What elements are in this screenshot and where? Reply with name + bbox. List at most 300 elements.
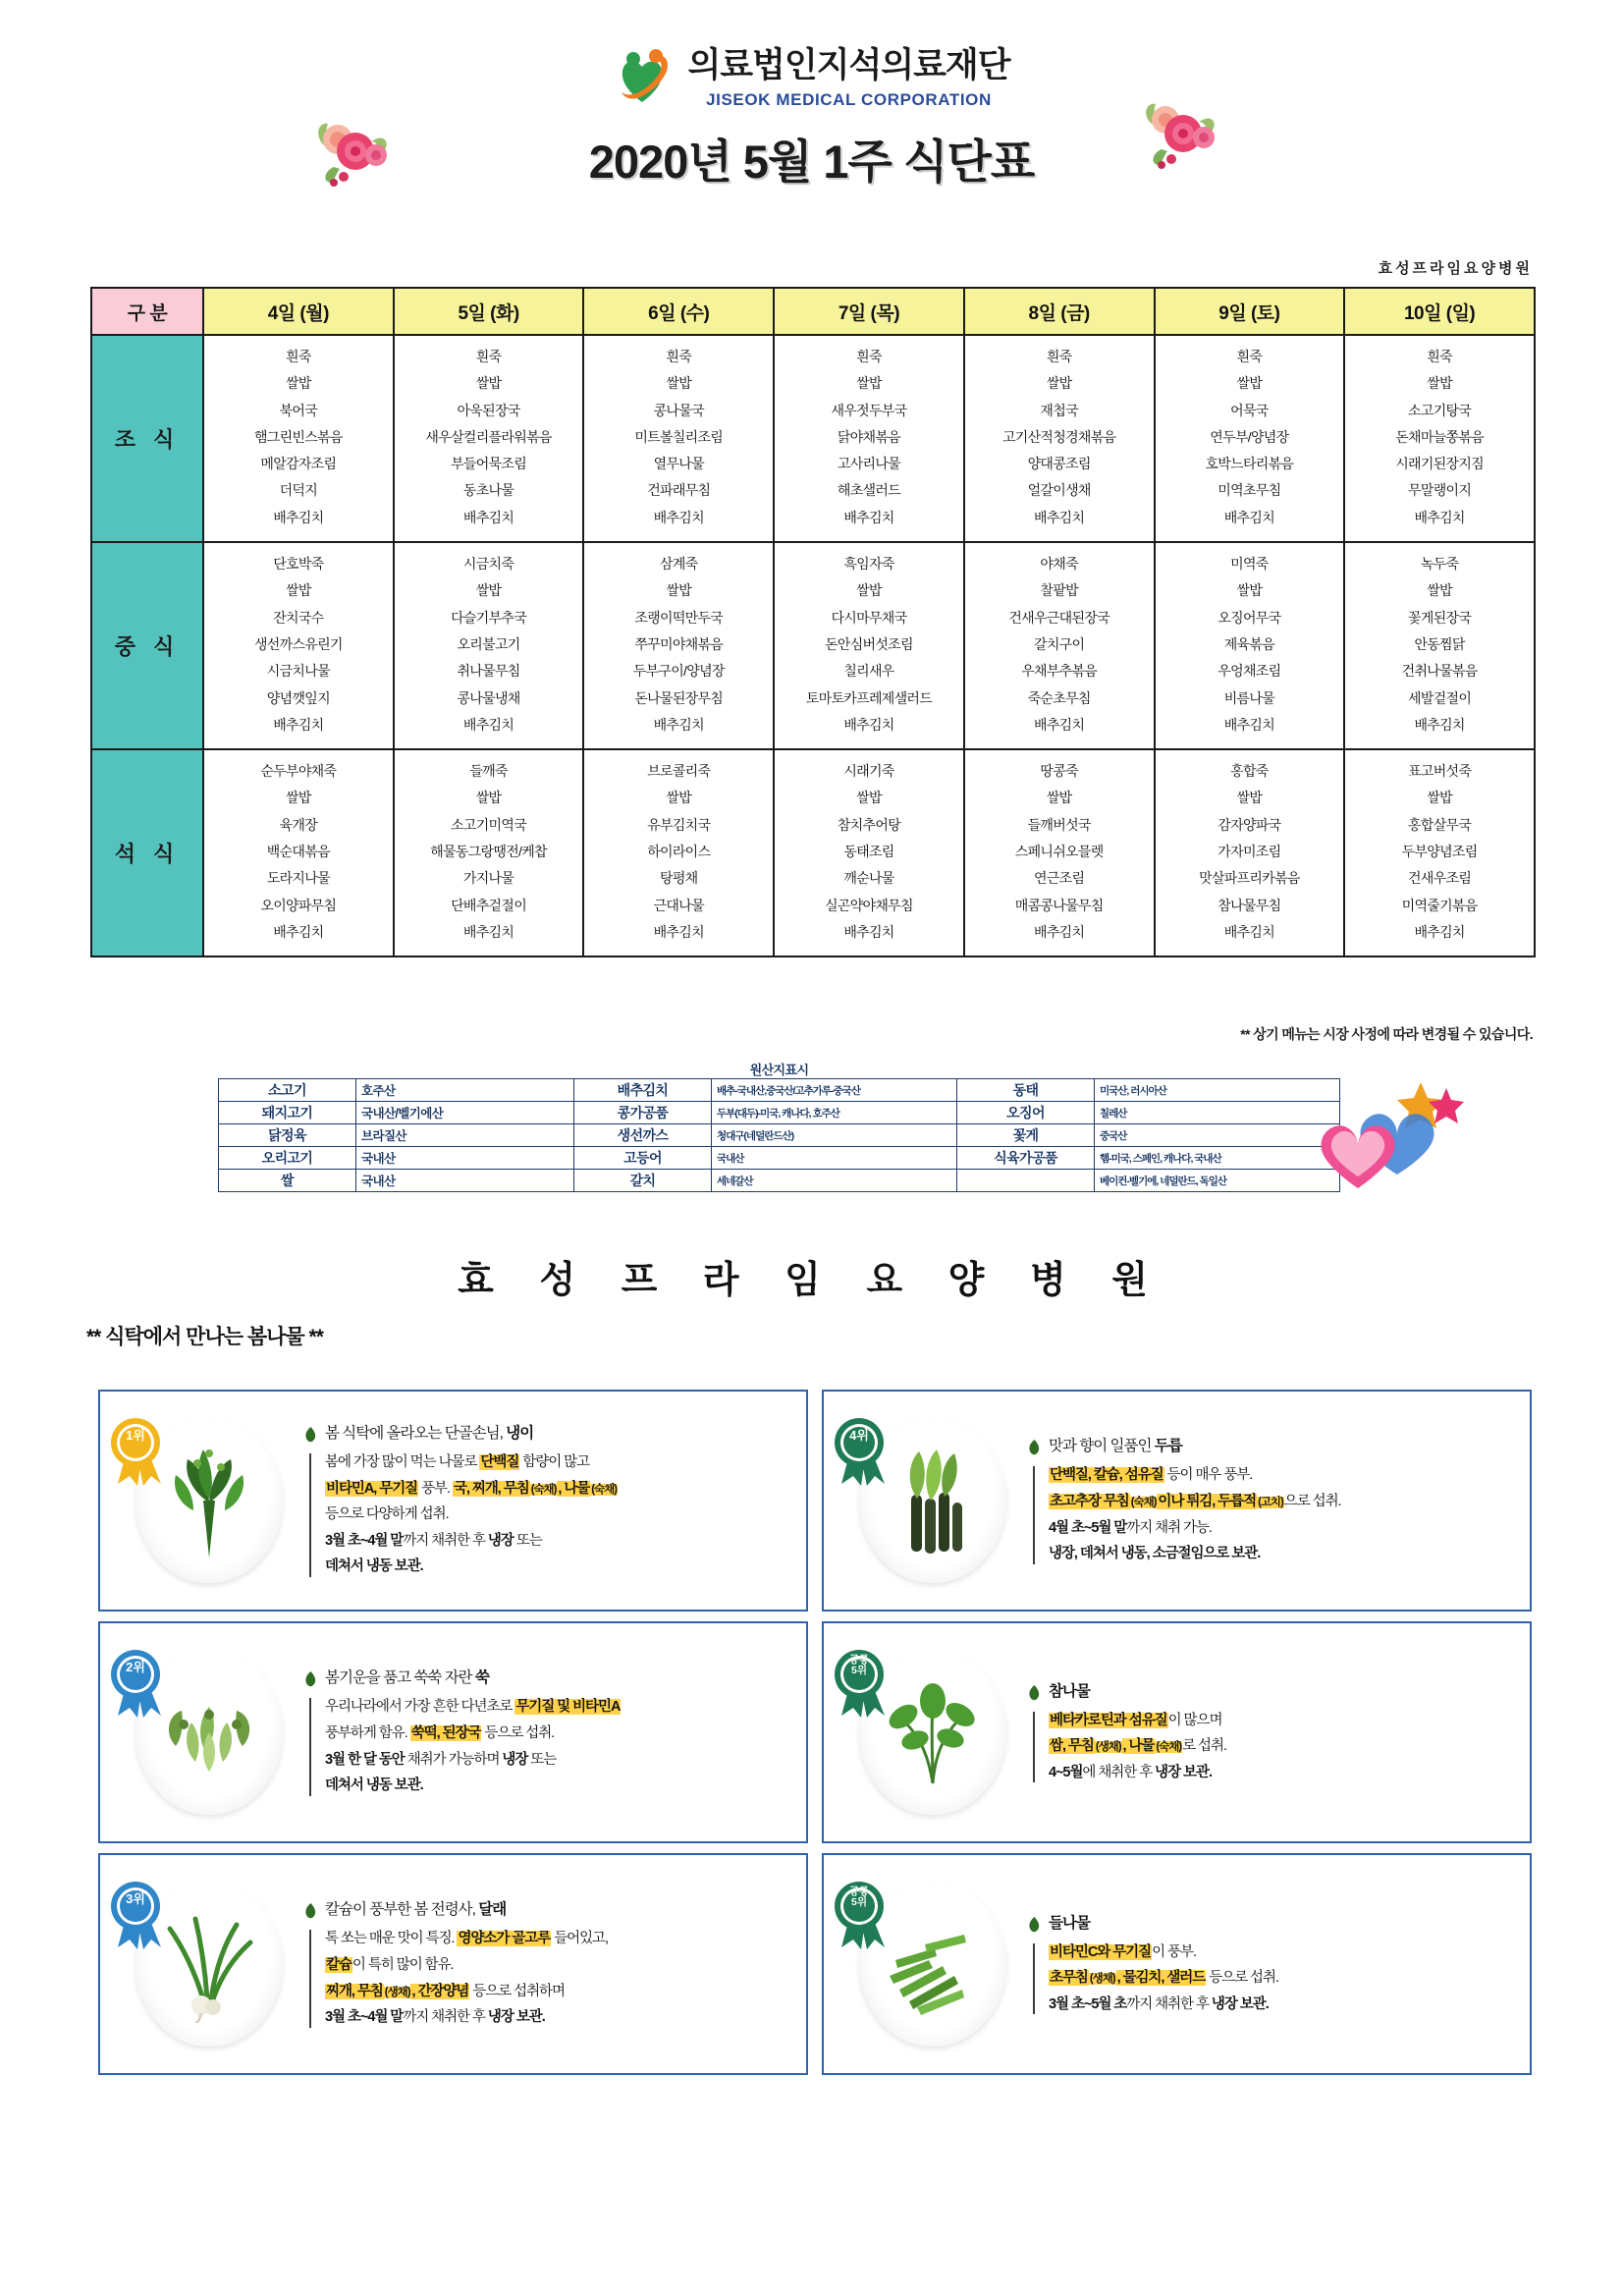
leaf-icon xyxy=(1028,1917,1041,1938)
dish-item: 배추김치 xyxy=(1414,716,1465,733)
dish-item: 소고기탕국 xyxy=(1408,402,1472,418)
origin-row xyxy=(219,1102,1340,1124)
column-header-day-2: 6일 (수) xyxy=(583,288,774,335)
card-line: 우리나라에서 가장 흔한 다년초로 무기질 및 비타민A xyxy=(325,1699,621,1716)
card-line: 단백질, 칼슘, 섬유질 등이 매우 풍부. xyxy=(1050,1467,1253,1484)
dish-item: 쌀밥 xyxy=(1427,790,1452,806)
dish-item: 배추김치 xyxy=(1223,923,1275,940)
dish-item: 쌀밥 xyxy=(856,375,882,392)
card-media xyxy=(834,1399,1020,1602)
dish-item: 홍합살무국 xyxy=(1408,816,1472,833)
dish-item: 감자양파국 xyxy=(1217,816,1281,833)
origin-cell-4-4 xyxy=(957,1170,1095,1192)
origin-cell-0-1: 호주산 xyxy=(356,1079,574,1102)
menu-row-2 xyxy=(91,749,1535,957)
leaf-icon xyxy=(1028,1440,1041,1460)
dish-item: 시금치죽 xyxy=(462,556,514,573)
rank-ribbon-icon xyxy=(832,1647,894,1720)
rank-label: 1위 xyxy=(126,1428,145,1443)
dish-item: 새우젓두부국 xyxy=(831,402,907,418)
origin-table xyxy=(218,1059,1340,1192)
meal-label-2: 석 식 xyxy=(91,749,203,957)
card-line: 3월 초~4월 말까지 채취한 후 냉장 또는 xyxy=(325,1532,542,1549)
card-line: 풍부하게 함유. 쑥떡, 된장국 등으로 섭취. xyxy=(325,1724,555,1741)
menu-cell-1-1 xyxy=(394,542,584,749)
dish-item: 조랭이떡만두국 xyxy=(634,609,724,626)
menu-cell-1-3 xyxy=(774,542,964,749)
dish-item: 건파래무침 xyxy=(647,482,711,499)
card-line: 냉장, 데쳐서 냉동, 소금절임으로 보관. xyxy=(1049,1546,1261,1562)
card-line: 3월 한 달 동안 채취가 가능하며 냉장 또는 xyxy=(325,1751,557,1768)
dish-item: 참치추어탕 xyxy=(837,816,901,833)
spring-section-title: ** 식탁에서 만나는 봄나물 ** xyxy=(86,1326,323,1348)
leaf-icon xyxy=(304,1427,317,1448)
origin-cell-2-5: 중국산 xyxy=(1095,1124,1340,1147)
dish-item: 녹두죽 xyxy=(1420,556,1459,573)
hospital-name-large: 효 성 프 라 임 요 양 병 원 xyxy=(458,1260,1165,1301)
dish-item: 가지나물 xyxy=(462,870,514,887)
origin-cell-2-4: 꽃게 xyxy=(957,1124,1095,1147)
rank-ribbon-icon xyxy=(108,1415,171,1488)
card-line: 초무침 (생채) , 물김치, 샐러드 등으로 섭취. xyxy=(1050,1970,1278,1987)
dish-item: 삼계죽 xyxy=(660,556,698,573)
rank-label: 3위 xyxy=(126,1891,145,1906)
vegetable-card-2 xyxy=(98,1621,808,1843)
dish-item: 오징어무국 xyxy=(1217,609,1281,626)
dish-item: 두부양념조림 xyxy=(1401,844,1478,860)
dish-item: 배추김치 xyxy=(653,716,704,733)
dish-item: 새우살컬리플라워볶음 xyxy=(425,428,552,445)
dish-item: 배추김치 xyxy=(843,923,894,940)
dish-item: 잔치국수 xyxy=(273,609,324,626)
origin-cell-3-3: 국내산 xyxy=(712,1147,957,1170)
leaf-icon xyxy=(304,1671,317,1692)
vegetable-card-3 xyxy=(822,1621,1532,1843)
dish-item: 우엉채조림 xyxy=(1217,663,1281,680)
dish-item: 쌀밥 xyxy=(286,582,311,599)
dish-item: 미역초무침 xyxy=(1217,482,1281,499)
document-header xyxy=(0,47,1623,191)
menu-cell-0-6 xyxy=(1344,335,1535,542)
dish-item: 고사리나물 xyxy=(837,456,901,472)
dish-item: 고기산적청경채볶음 xyxy=(1001,428,1116,445)
origin-title: 원산지표시 xyxy=(749,1062,809,1077)
dish-item: 부들어묵조림 xyxy=(451,456,527,472)
dish-item: 얼갈이생채 xyxy=(1027,482,1091,499)
menu-cell-2-5 xyxy=(1155,749,1345,957)
dish-item: 쌀밥 xyxy=(286,375,311,392)
card-line: 베타카로틴과 섬유질이 많으며 xyxy=(1050,1712,1222,1728)
card-head xyxy=(1028,1682,1514,1706)
dish-item: 단배추겉절이 xyxy=(451,897,527,913)
dish-item: 연두부/양념장 xyxy=(1210,428,1289,445)
dish-item: 배추김치 xyxy=(462,716,514,733)
dish-item: 배추김치 xyxy=(273,716,324,733)
dish-item: 근대나물 xyxy=(653,897,704,913)
dish-item: 하이라이스 xyxy=(647,844,711,860)
dish-item: 우채부추볶음 xyxy=(1021,663,1098,680)
dish-item: 흰죽 xyxy=(666,349,692,364)
origin-cell-3-1: 국내산 xyxy=(356,1147,574,1170)
dish-item: 표고버섯죽 xyxy=(1408,763,1472,780)
origin-cell-4-5: 베이컨-벨기에, 네덜란드, 독일산 xyxy=(1095,1170,1340,1192)
dish-item: 미트볼칠리조림 xyxy=(634,428,724,445)
dish-item: 배추김치 xyxy=(273,923,324,940)
dish-item: 해물동그랑땡전/케찹 xyxy=(430,844,547,860)
card-head-text: 칼슘이 풍부한 봄 전령사, 달래 xyxy=(325,1901,507,1919)
dish-item: 탕평채 xyxy=(660,870,698,887)
menu-cell-0-3 xyxy=(774,335,964,542)
dish-item: 쌀밥 xyxy=(286,790,311,806)
meal-label-1: 중 식 xyxy=(91,542,203,749)
dish-item: 쌀밥 xyxy=(1046,375,1072,392)
column-header-day-4: 8일 (금) xyxy=(964,288,1155,335)
dish-item: 어묵국 xyxy=(1230,402,1269,418)
dish-item: 시래기된장지짐 xyxy=(1395,456,1484,472)
dish-item: 흰죽 xyxy=(1236,349,1263,364)
dish-item: 쌀밥 xyxy=(666,582,692,599)
dish-item: 양념깻잎지 xyxy=(266,689,330,706)
card-head xyxy=(304,1424,790,1448)
origin-cell-1-3: 두부(대두)-미국, 캐나다, 호주산 xyxy=(712,1102,957,1124)
origin-cell-2-3: 청대구(네덜란드산) xyxy=(712,1124,957,1147)
dish-item: 쌀밥 xyxy=(475,790,502,806)
rank-label: 4위 xyxy=(849,1428,869,1443)
dish-item: 가자미조림 xyxy=(1217,844,1281,860)
origin-cell-4-3: 세네갈산 xyxy=(712,1170,957,1192)
dish-item: 쌀밥 xyxy=(1427,582,1452,599)
origin-cell-4-0: 쌀 xyxy=(219,1170,356,1192)
dish-item: 배추김치 xyxy=(1034,923,1085,940)
card-line: 4~5월에 채취한 후 냉장 보관. xyxy=(1049,1764,1212,1780)
menu-cell-0-4 xyxy=(964,335,1155,542)
card-body xyxy=(1020,1437,1520,1563)
dish-item: 단호박죽 xyxy=(273,556,324,573)
dish-item: 매콤콩나물무침 xyxy=(1014,897,1104,913)
column-header-day-0: 4일 (월) xyxy=(203,288,394,335)
dish-item: 안동찜닭 xyxy=(1414,635,1465,652)
card-body xyxy=(297,1424,796,1577)
card-media xyxy=(110,1631,297,1833)
dish-item: 호박느타리볶음 xyxy=(1205,456,1294,472)
dish-item: 쌀밥 xyxy=(1236,375,1263,392)
dish-item: 콩나물국 xyxy=(653,402,704,418)
rank-label: 2위 xyxy=(126,1660,145,1674)
rank-label: 공통 5위 xyxy=(848,1654,870,1677)
dish-item: 유부김치국 xyxy=(647,816,711,833)
dish-item: 오이양파무침 xyxy=(260,897,337,913)
card-line: 데쳐서 냉동 보관. xyxy=(325,1558,423,1575)
dish-item: 메알감자조림 xyxy=(260,456,337,472)
menu-cell-2-0 xyxy=(203,749,394,957)
card-lines xyxy=(309,1698,790,1795)
dish-item: 무말랭이지 xyxy=(1408,482,1472,499)
dish-item: 들깨죽 xyxy=(469,763,508,780)
origin-cell-4-1: 국내산 xyxy=(356,1170,574,1192)
dish-item: 햄그린빈스볶음 xyxy=(253,428,343,445)
menu-cell-1-5 xyxy=(1155,542,1345,749)
card-media xyxy=(834,1863,1020,2065)
dish-item: 야채죽 xyxy=(1040,556,1078,573)
dish-item: 배추김치 xyxy=(462,509,514,525)
dish-item: 찰팥밥 xyxy=(1040,582,1078,599)
origin-row xyxy=(219,1170,1340,1192)
origin-cell-2-0: 닭정육 xyxy=(219,1124,356,1147)
dish-item: 쌀밥 xyxy=(1236,582,1263,599)
rose-flower-decoration-icon xyxy=(1134,90,1228,177)
dish-item: 두부구이/양념장 xyxy=(632,663,725,680)
hearts-stars-decoration-icon xyxy=(1311,1078,1468,1206)
card-media xyxy=(110,1399,297,1602)
corporation-name-en: JISEOK MEDICAL CORPORATION xyxy=(706,89,992,109)
dish-item: 쌀밥 xyxy=(475,582,502,599)
dish-item: 동초나물 xyxy=(462,482,514,499)
menu-table-wrapper xyxy=(90,287,1536,957)
origin-cell-1-4: 오징어 xyxy=(957,1102,1095,1124)
dish-item: 돈채마늘쫑볶음 xyxy=(1395,428,1484,445)
dish-item: 동태조림 xyxy=(843,844,894,860)
column-header-day-5: 9일 (토) xyxy=(1155,288,1345,335)
menu-header-row xyxy=(91,288,1535,335)
rank-ribbon-icon xyxy=(108,1647,171,1720)
origin-cell-0-5: 미국산, 러시아산 xyxy=(1095,1079,1340,1102)
vegetable-card-5 xyxy=(822,1853,1532,2075)
dish-item: 쌀밥 xyxy=(856,790,882,806)
dish-item: 칠리새우 xyxy=(843,663,894,680)
dish-item: 배추김치 xyxy=(1414,923,1465,940)
rank-ribbon-icon xyxy=(832,1879,894,1951)
dish-item: 건취나물볶음 xyxy=(1401,663,1478,680)
dish-item: 쭈꾸미야채볶음 xyxy=(634,635,724,652)
card-body xyxy=(297,1900,796,2027)
dish-item: 배추김치 xyxy=(1034,716,1085,733)
card-lines xyxy=(309,1453,790,1577)
dish-item: 배추김치 xyxy=(1414,509,1465,525)
card-line: 봄에 가장 많이 먹는 나물로 단백질 함량이 많고 xyxy=(325,1454,590,1471)
dish-item: 북어국 xyxy=(279,402,318,418)
card-line: 4월 초~5월 말까지 채취 가능. xyxy=(1049,1519,1212,1536)
dish-item: 해초샐러드 xyxy=(837,482,901,499)
menu-cell-2-6 xyxy=(1344,749,1535,957)
dish-item: 비름나물 xyxy=(1223,689,1275,706)
card-lines xyxy=(1033,1943,1514,2015)
origin-cell-3-2: 고등어 xyxy=(574,1147,712,1170)
origin-body xyxy=(219,1079,1340,1192)
card-head-text: 봄기운을 품고 쑥쑥 자란 쑥 xyxy=(325,1669,489,1687)
origin-cell-3-4: 식육가공품 xyxy=(957,1147,1095,1170)
card-head xyxy=(1028,1914,1514,1938)
card-head xyxy=(304,1668,790,1692)
menu-cell-2-4 xyxy=(964,749,1155,957)
column-header-day-1: 5일 (화) xyxy=(394,288,584,335)
card-line: 초고추장 무침 (숙채) 이나 튀김, 두릅적 (고치)으로 섭취. xyxy=(1050,1493,1341,1509)
card-line: 쌈, 무침 (생채) , 나물 (숙채)로 섭취. xyxy=(1050,1738,1226,1755)
dish-item: 도라지나물 xyxy=(266,870,330,887)
dish-item: 취나물무침 xyxy=(457,663,520,680)
dish-item: 순두부야채죽 xyxy=(260,763,337,780)
card-media xyxy=(834,1631,1020,1833)
origin-cell-1-1: 국내산/벨기에산 xyxy=(356,1102,574,1124)
vegetable-card-1 xyxy=(822,1390,1532,1612)
dish-item: 미역죽 xyxy=(1230,556,1269,573)
origin-cell-3-0: 오리고기 xyxy=(219,1147,356,1170)
dish-item: 배추김치 xyxy=(843,716,894,733)
card-lines xyxy=(1033,1466,1514,1563)
card-body xyxy=(1020,1914,1520,2015)
dish-item: 생선까스유린기 xyxy=(253,635,343,652)
dish-item: 미역줄기볶음 xyxy=(1401,897,1478,913)
card-line: 비타민C와 무기질이 풍부. xyxy=(1050,1943,1196,1960)
card-head xyxy=(1028,1437,1514,1460)
dish-item: 스페니쉬오믈렛 xyxy=(1014,844,1104,860)
dish-item: 쌀밥 xyxy=(666,790,692,806)
card-head-text: 참나물 xyxy=(1049,1682,1090,1700)
origin-cell-4-2: 갈치 xyxy=(574,1170,712,1192)
origin-title-row xyxy=(219,1059,1340,1079)
origin-row xyxy=(219,1124,1340,1147)
card-head-text: 맛과 향이 일품인 두릅 xyxy=(1049,1438,1182,1455)
card-lines xyxy=(309,1930,790,2027)
card-lines xyxy=(1033,1712,1514,1783)
vegetable-card-0 xyxy=(98,1390,808,1612)
dish-item: 배추김치 xyxy=(1223,509,1275,525)
dish-item: 쌀밥 xyxy=(856,582,882,599)
dish-item: 배추김치 xyxy=(653,509,704,525)
origin-cell-0-3: 배추-국내산,중국산/고추가루-중국산 xyxy=(712,1079,957,1102)
dish-item: 흰죽 xyxy=(856,349,882,364)
card-body xyxy=(297,1668,796,1795)
dish-item: 열무나물 xyxy=(653,456,704,472)
dish-item: 배추김치 xyxy=(273,509,324,525)
menu-row-1 xyxy=(91,542,1535,749)
rank-label: 공통 5위 xyxy=(848,1886,870,1909)
dish-item: 육개장 xyxy=(279,816,318,833)
menu-cell-2-1 xyxy=(394,749,584,957)
dish-item: 쌀밥 xyxy=(475,375,502,392)
rank-ribbon-icon xyxy=(108,1879,171,1951)
dish-item: 쌀밥 xyxy=(666,375,692,392)
dish-item: 갈치구이 xyxy=(1034,635,1085,652)
origin-table-wrapper xyxy=(218,1059,1259,1192)
dish-item: 땅콩죽 xyxy=(1040,763,1078,780)
card-line: 3월 초~5월 초까지 채취한 후 냉장 보관. xyxy=(1049,1995,1269,2012)
dish-item: 건새우근대된장국 xyxy=(1008,609,1109,626)
menu-cell-0-5 xyxy=(1155,335,1345,542)
dish-item: 배추김치 xyxy=(843,509,894,525)
dish-item: 소고기미역국 xyxy=(451,816,527,833)
dish-item: 브로콜리죽 xyxy=(647,763,711,780)
origin-cell-0-0: 소고기 xyxy=(219,1079,356,1102)
menu-cell-1-0 xyxy=(203,542,394,749)
origin-cell-2-1: 브라질산 xyxy=(356,1124,574,1147)
meal-label-0: 조 식 xyxy=(91,335,203,542)
dish-item: 연근조림 xyxy=(1034,870,1085,887)
rose-flower-decoration-icon xyxy=(304,106,399,192)
dish-item: 꽃게된장국 xyxy=(1408,609,1472,626)
dish-item: 홍합죽 xyxy=(1230,763,1269,780)
dish-item: 배추김치 xyxy=(1223,716,1275,733)
dish-item: 백순대볶음 xyxy=(266,844,330,860)
dish-item: 건새우조림 xyxy=(1408,870,1472,887)
dish-item: 배추김치 xyxy=(653,923,704,940)
dish-item: 실곤약야채무침 xyxy=(825,897,913,913)
menu-cell-0-1 xyxy=(394,335,584,542)
leaf-icon xyxy=(1028,1685,1041,1706)
dish-item: 토마토카프레제샐러드 xyxy=(805,689,933,706)
column-header-day-3: 7일 (목) xyxy=(774,288,964,335)
dish-item: 콩나물냉채 xyxy=(457,689,520,706)
menu-body xyxy=(91,335,1535,957)
dish-item: 돈나물된장무침 xyxy=(634,689,724,706)
page-title: 2020년 5월 1주 식단표 xyxy=(588,136,1035,188)
menu-row-0 xyxy=(91,335,1535,542)
origin-cell-3-5: 햄-미국, 스페인, 캐나다, 국내산 xyxy=(1095,1147,1340,1170)
heart-person-logo-icon xyxy=(613,47,674,110)
dish-item: 다시마무채국 xyxy=(831,609,907,626)
origin-cell-1-2: 콩가공품 xyxy=(574,1102,712,1124)
card-media xyxy=(110,1863,297,2065)
dish-item: 쌀밥 xyxy=(1427,375,1452,392)
origin-cell-0-4: 동태 xyxy=(957,1079,1095,1102)
dish-item: 죽순초무침 xyxy=(1027,689,1091,706)
dish-item: 시래기죽 xyxy=(843,763,894,780)
vegetable-card-4 xyxy=(98,1853,808,2075)
dish-item: 참나물무침 xyxy=(1217,897,1281,913)
origin-cell-2-2: 생선까스 xyxy=(574,1124,712,1147)
card-line: 찌개, 무침 (생채) , 간장양념 등으로 섭취하며 xyxy=(326,1983,565,1999)
spring-vegetable-cards xyxy=(98,1390,1532,2075)
dish-item: 더덕지 xyxy=(279,482,318,499)
origin-cell-1-0: 돼지고기 xyxy=(219,1102,356,1124)
dish-item: 닭야채볶음 xyxy=(837,428,901,445)
menu-cell-0-0 xyxy=(203,335,394,542)
menu-cell-1-6 xyxy=(1344,542,1535,749)
corporation-name-kr: 의료법인지석의료재단 xyxy=(687,45,1010,84)
origin-cell-1-5: 칠레산 xyxy=(1095,1102,1340,1124)
dish-item: 맛살파프리카볶음 xyxy=(1199,870,1300,887)
dish-item: 시금치나물 xyxy=(266,663,330,680)
leaf-icon xyxy=(304,1903,317,1924)
dish-item: 오리불고기 xyxy=(457,635,520,652)
dish-item: 쌀밥 xyxy=(1046,790,1072,806)
dish-item: 제육볶음 xyxy=(1223,635,1275,652)
dish-item: 흰죽 xyxy=(286,349,311,364)
card-head xyxy=(304,1900,790,1924)
origin-row xyxy=(219,1147,1340,1170)
card-head-text: 봄 식탁에 올라오는 단골손님, 냉이 xyxy=(325,1425,534,1443)
dish-item: 세발겉절이 xyxy=(1408,689,1472,706)
card-head-text: 들나물 xyxy=(1049,1914,1090,1932)
dish-item: 흰죽 xyxy=(1046,349,1072,364)
dish-item: 흑임자죽 xyxy=(843,556,894,573)
menu-cell-1-4 xyxy=(964,542,1155,749)
column-header-gubun: 구 분 xyxy=(91,288,203,335)
logo-row xyxy=(0,47,1623,110)
card-line: 데쳐서 냉동 보관. xyxy=(325,1777,423,1794)
dish-item: 재첩국 xyxy=(1040,402,1078,418)
dish-item: 다슬기부추국 xyxy=(451,609,527,626)
dish-item: 배추김치 xyxy=(1034,509,1085,525)
menu-cell-0-2 xyxy=(583,335,774,542)
hospital-name-small: 효성프라임요양병원 xyxy=(1378,260,1533,277)
rank-ribbon-icon xyxy=(832,1415,894,1488)
dish-item: 흰죽 xyxy=(475,349,502,364)
origin-cell-0-2: 배추김치 xyxy=(574,1079,712,1102)
menu-cell-1-2 xyxy=(583,542,774,749)
card-line: 톡 쏘는 매운 맛이 특징. 영양소가 골고루 들어있고, xyxy=(325,1931,608,1947)
origin-row xyxy=(219,1079,1340,1102)
card-line: 칼슘이 특히 많이 함유. xyxy=(326,1956,454,1973)
